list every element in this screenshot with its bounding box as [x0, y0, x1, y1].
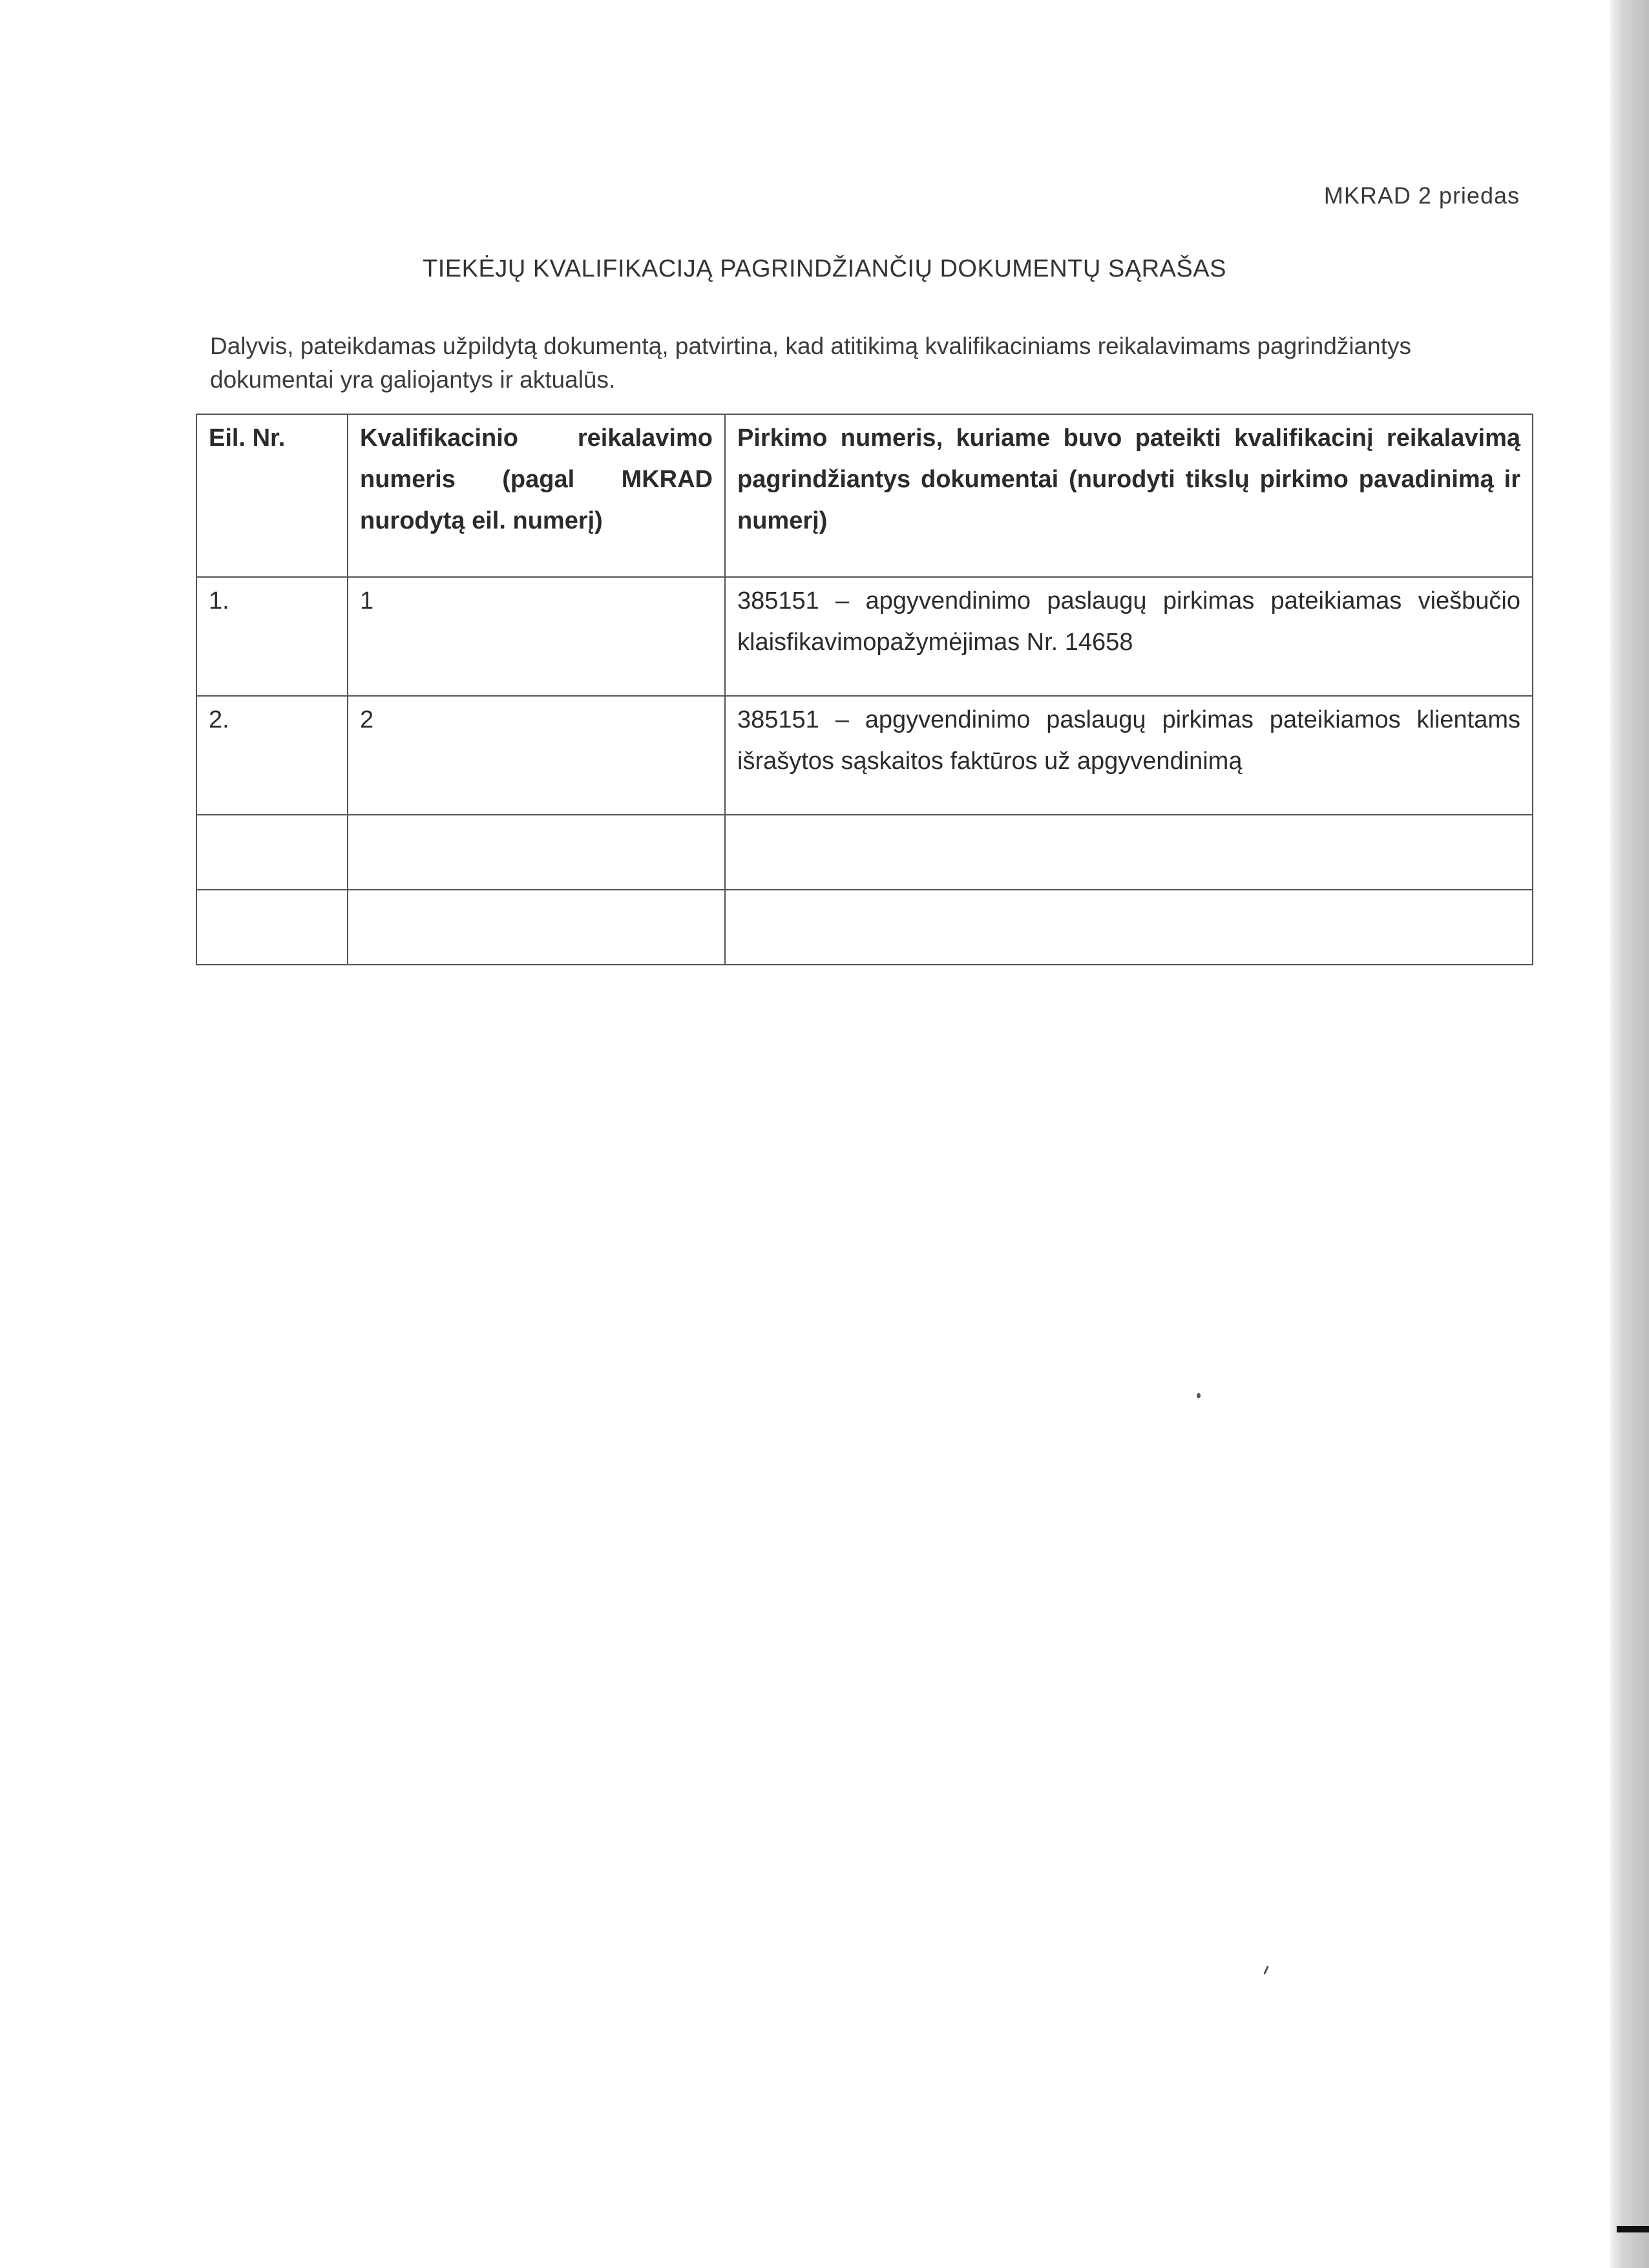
header-requirement-number: Kvalifikacinio reikalavimo numeris (pagal MKRAD nurodytą eil. numerį) [348, 414, 725, 577]
cell-procurement-description: 385151 – apgyvendinimo paslaugų pirkimas pateikiamas viešbučio klaisfikavimopažymėjimas Nr. 14658 [725, 577, 1533, 696]
scan-edge-shadow [1610, 0, 1649, 2268]
annex-label: MKRAD 2 priedas [1323, 182, 1520, 209]
cell-row-number [196, 815, 348, 890]
header-row-number: Eil. Nr. [196, 414, 348, 577]
scan-speck [1197, 1393, 1201, 1398]
cell-requirement-number [348, 815, 725, 890]
cell-procurement-description [725, 815, 1533, 890]
documents-table [196, 414, 1533, 965]
cell-procurement-description [725, 890, 1533, 965]
cell-row-number: 2. [196, 696, 348, 815]
cell-procurement-description: 385151 – apgyvendinimo paslaugų pirkimas pateikiamos klientams išrašytos sąskaitos faktūros už apgyvendinimą [725, 696, 1533, 815]
table-row [196, 815, 1533, 890]
scan-speck [1263, 1966, 1269, 1975]
cell-requirement-number: 1 [348, 577, 725, 696]
cell-row-number: 1. [196, 577, 348, 696]
header-procurement-number: Pirkimo numeris, kuriame buvo pateikti kvalifikacinį reikalavimą pagrindžiantys dokumentai (nurodyti tikslų pirkimo pavadinimą ir numerį) [725, 414, 1533, 577]
table-row [196, 577, 1533, 696]
document-title: TIEKĖJŲ KVALIFIKACIJĄ PAGRINDŽIANČIŲ DOKUMENTŲ SĄRAŠAS [423, 255, 1226, 282]
table-row [196, 696, 1533, 815]
table-header-row [196, 414, 1533, 577]
table-row [196, 890, 1533, 965]
cell-requirement-number [348, 890, 725, 965]
scan-edge-mark [1617, 2226, 1649, 2232]
intro-paragraph: Dalyvis, pateikdamas užpildytą dokumentą, patvirtina, kad atitikimą kvalifikaciniams reikalavimams pagrindžiantys dokumentai yra galiojantys ir aktualūs. [210, 333, 1411, 393]
cell-row-number [196, 890, 348, 965]
cell-requirement-number: 2 [348, 696, 725, 815]
